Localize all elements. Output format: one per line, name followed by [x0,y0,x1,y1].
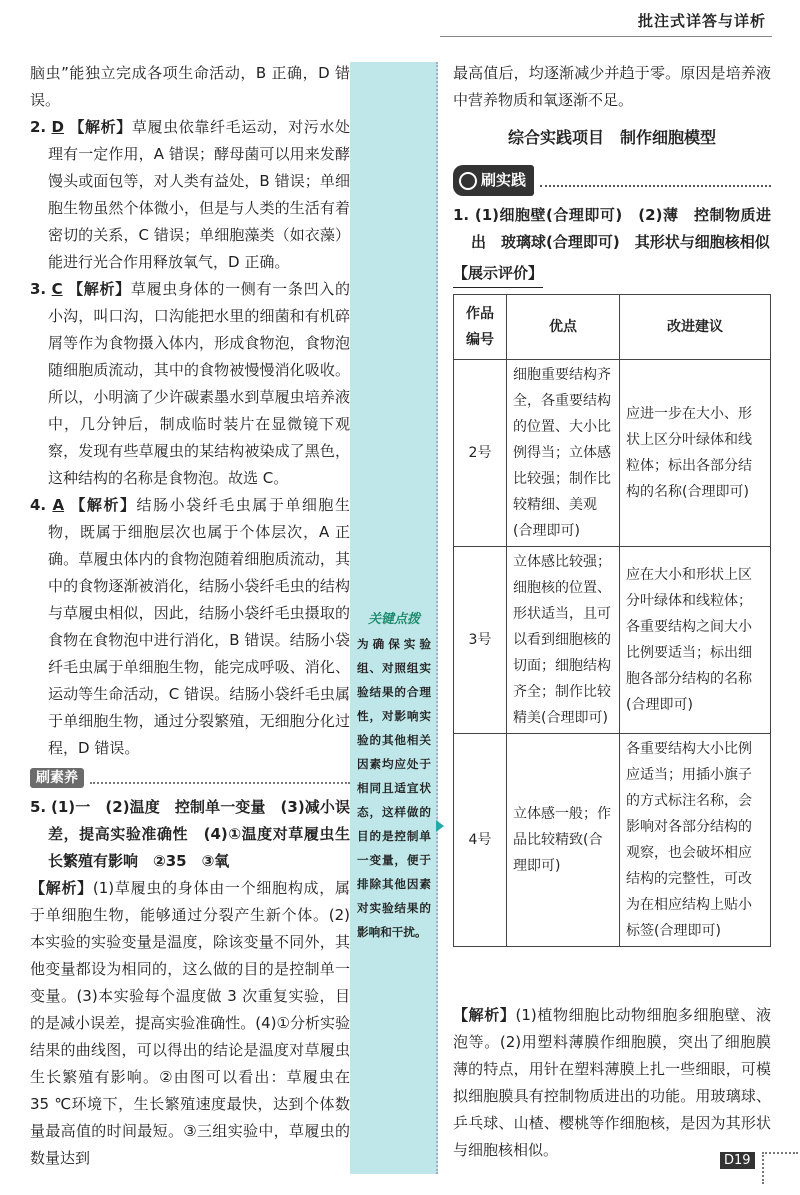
question-3 [30,276,350,492]
question-5 [30,794,350,875]
section-badge-label: 刷素养 [30,768,84,788]
q2-analysis-tag: 【解析】 [69,118,132,136]
q5-number: 5. [30,798,47,816]
q5-analysis [30,875,350,1172]
row-strengths: 细胞重要结构齐全，各重要结构的位置、大小比例得当；立体感比较强；制作比较精细、美观(合理即可) [507,360,620,547]
q3-answer: C [51,280,63,298]
q5-answer: (1)一 (2)温度 控制单一变量 (3)减小误差，提高实验准确性 (4)①温度对草履虫生长繁殖有影响 ②35 ③氧 [48,798,350,870]
row-strengths: 立体感一般；作品比较精致(合理即可) [507,734,620,947]
q2-text: 草履虫依靠纤毛运动，对污水处理有一定作用，A 错误；酵母菌可以用来发酵馒头或面包等，对人类有益处，B 错误；单细胞生物虽然个体微小，但是与人类的生活有着密切的关系，C 错误；单细胞藻类（如衣藻）能进行光合作用释放氧气，D 正确。 [48,118,350,271]
page-number: D19 [720,1152,755,1169]
q4-answer: A [52,496,65,514]
q2-answer: D [51,118,64,136]
page-header-title: 批注式详答与详析 [637,12,766,30]
q5-text: (1)草履虫的身体由一个细胞构成，属于单细胞生物，能够通过分裂产生新个体。(2)本实验的实验变量是温度，除该变量不同外，其他变量都设为相同的，这么做的目的是控制单一变量。(3)本实验每个温度做 3 次重复实验，目的是减小误差，提高实验准确性。(4)①分析实验结果的曲线图，可以得出的结论是温度对草履虫生长繁殖有影响。②由图可以看出：草履虫在 35 ℃环境下，生长繁殖速度最快，达到个体数量最高值的时间最短。③三组实验中，草履虫的数量达到 [30,879,350,1167]
q3-analysis-tag: 【解析】 [68,280,131,298]
q4-analysis-tag: 【解析】 [70,496,137,514]
section-badge-suyang [30,768,350,788]
section-badge-shijian [453,165,771,196]
question-2 [30,114,350,276]
practice-analysis [453,1002,771,1164]
header-rule [440,36,772,37]
p1-answer: (1)细胞壁(合理即可) (2)薄 控制物质进出 玻璃球(合理即可) 其形状与细胞核相似 [471,206,771,251]
brand-dots [540,175,771,187]
table-header-row [454,295,771,360]
header-strengths: 优点 [507,295,620,360]
q3-text: 草履虫身体的一侧有一条凹入的小沟，叫口沟，口沟能把水里的细菌和有机碎屑等作为食物摄入体内，形成食物泡，食物泡随细胞质流动，其中的食物被慢慢消化吸收。所以，小明滴了少许碳素墨水到草履虫培养液中，几分钟后，制成临时装片在显微镜下观察，发现有些草履虫的某结构被染成了黑色，这种结构的名称是食物泡。故选 C。 [48,280,350,487]
practice-question-1 [453,202,771,256]
practice-analysis-tag: 【解析】 [453,1006,516,1024]
right-column [453,60,771,947]
eval-label: 【展示评价】 [453,260,543,288]
row-suggestions: 应进一步在大小、形状上区分叶绿体和线粒体；标出各部分结构的名称(合理即可) [620,360,771,547]
row-suggestions: 各重要结构大小比例应适当；用插小旗子的方式标注名称，会影响对各部分结构的观察，也会破坏相应结构的完整性，可改为在相应结构上贴小标签(合理即可) [620,734,771,947]
row-work-number: 4号 [454,734,507,947]
table-row [454,734,771,947]
row-work-number: 2号 [454,360,507,547]
row-suggestions: 应在大小和形状上区分叶绿体和线粒体；各重要结构之间大小比例要适当；标出细胞各部分结构的名称(合理即可) [620,547,771,734]
corner-dots [762,1152,798,1184]
q3-number: 3. [30,280,47,298]
key-point-title: 关键点拨 [367,612,420,627]
header-suggestions: 改进建议 [620,295,771,360]
header-work-number: 作品编号 [454,295,507,360]
q2-number: 2. [30,118,47,136]
q5-analysis-tag: 【解析】 [30,879,93,897]
table-row [454,547,771,734]
q4-number: 4. [30,496,47,514]
brand-badge [453,165,534,196]
q4-text: 结肠小袋纤毛虫属于单细胞生物，既属于细胞层次也属于个体层次，A 正确。草履虫体内的食物泡随着细胞质流动，其中的食物逐渐被消化，结肠小袋纤毛虫的结构与草履虫相似，因此，结肠小袋纤毛虫摄取的食物在食物泡中进行消化，B 错误。结肠小袋纤毛虫属于单细胞生物，能完成呼吸、消化、运动等生命活动，C 错误。结肠小袋纤毛虫属于单细胞生物，通过分裂繁殖，无细胞分化过程，D 错误。 [48,496,350,757]
sidebar-arrow-icon [436,820,444,832]
continued-text: 最高值后，均逐渐减少并趋于零。原因是培养液中营养物质和氧逐渐不足。 [453,64,771,109]
p1-number: 1. [453,206,470,224]
practice-analysis-text: (1)植物细胞比动物细胞多细胞壁、液泡等。(2)用塑料薄膜作细胞膜，突出了细胞膜薄的特点，用针在塑料薄膜上扎一些细眼，可模拟细胞膜具有控制物质进出的功能。用玻璃球、乒乓球、山楂、樱桃等作细胞核，是因为其形状与细胞核相似。 [453,1006,771,1159]
left-column [30,60,350,1172]
section-badge-dots [90,772,350,784]
evaluation-table [453,294,771,947]
row-work-number: 3号 [454,547,507,734]
brand-label: 刷实践 [481,171,527,189]
intro-text: 脑虫”能独立完成各项生命活动，B 正确，D 错误。 [30,64,350,109]
key-point-body: 为确保实验组、对照组实验结果的合理性，对影响实验的其他相关因素均应处于相同且适宜状态，这样做的目的是控制单一变量，便于排除其他因素对实验结果的影响和干扰。 [357,637,431,939]
project-title: 综合实践项目 制作细胞模型 [507,128,716,147]
brush-icon [459,172,477,190]
table-row [454,360,771,547]
question-4 [30,492,350,762]
row-strengths: 立体感比较强；细胞核的位置、形状适当，且可以看到细胞核的切面；细胞结构齐全；制作比较精美(合理即可) [507,547,620,734]
